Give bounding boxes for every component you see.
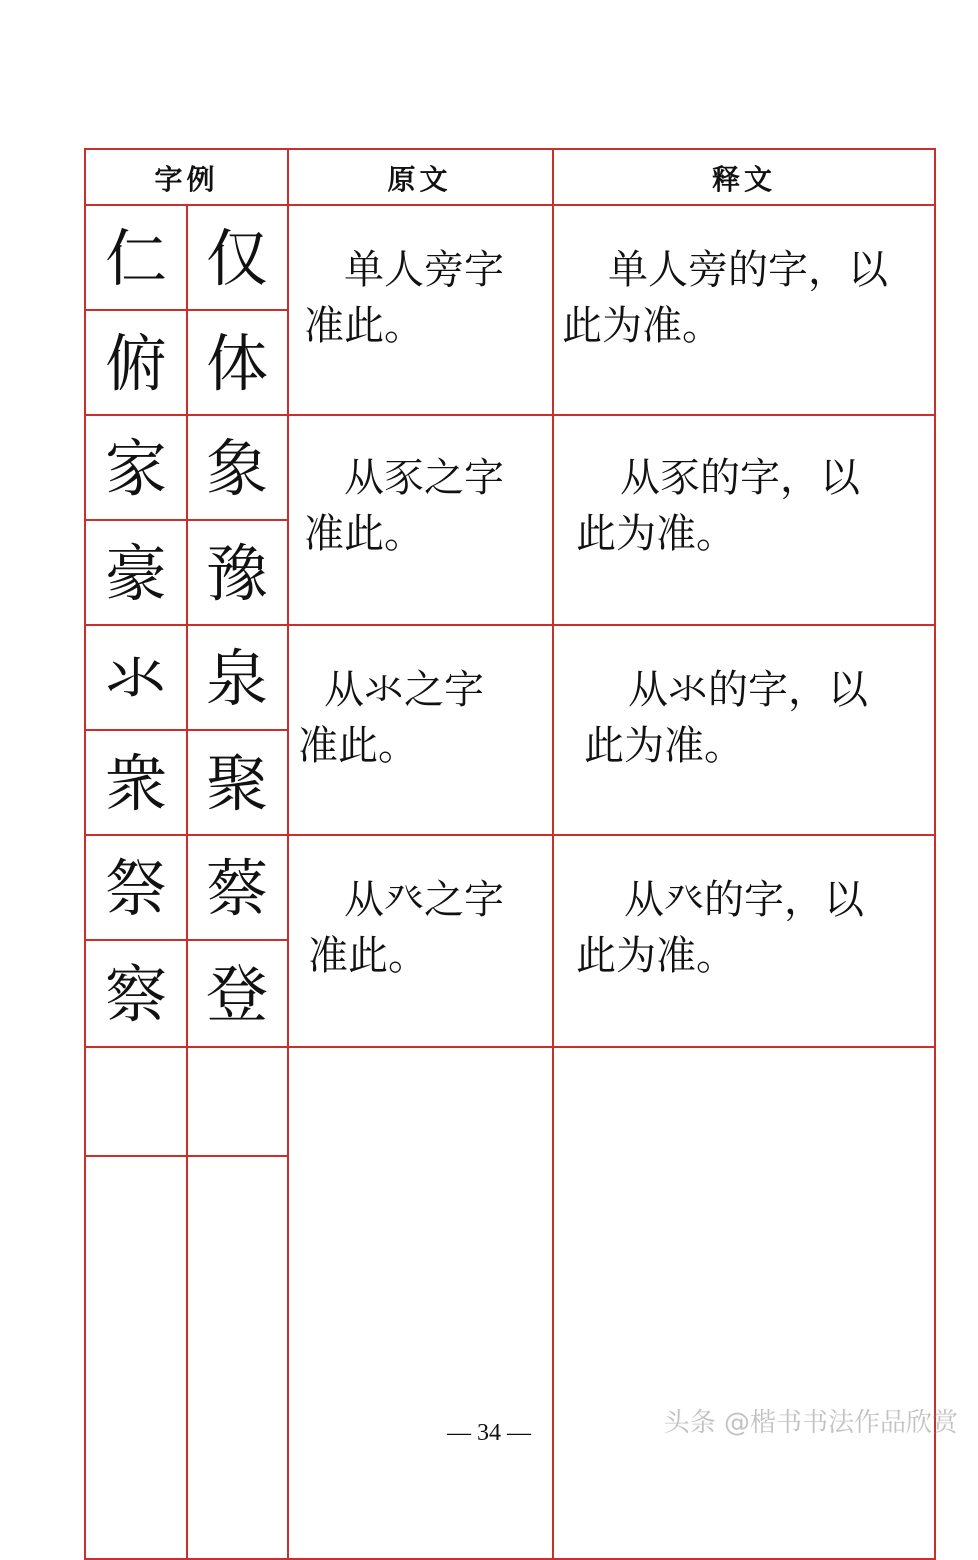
example-char: 仁 bbox=[104, 222, 167, 295]
example-char: 衆 bbox=[104, 747, 167, 820]
original-line: 从癶之字 bbox=[344, 877, 504, 923]
original-line: 准此。 bbox=[298, 723, 418, 769]
page-number: — 34 — bbox=[447, 1420, 531, 1446]
example-char: 登 bbox=[205, 958, 268, 1031]
original-text bbox=[308, 872, 550, 984]
example-char: 豪 bbox=[104, 537, 167, 610]
calligraphy-table bbox=[84, 148, 936, 1560]
example-char: 氺 bbox=[104, 642, 167, 715]
example-char: 家 bbox=[104, 432, 167, 505]
translation-line: 此为准。 bbox=[576, 511, 736, 557]
original-text bbox=[304, 242, 550, 354]
translation-line: 此为准。 bbox=[576, 933, 736, 979]
original-line: 从豕之字 bbox=[344, 455, 504, 501]
original-line: 从氺之字 bbox=[324, 667, 484, 713]
original-text bbox=[298, 662, 550, 774]
watermark: 头条 @楷书书法作品欣赏 bbox=[663, 1408, 958, 1438]
original-line: 单人旁字 bbox=[344, 247, 504, 293]
translation-line: 从癶的字，以 bbox=[624, 877, 864, 923]
example-char: 体 bbox=[205, 327, 268, 400]
example-char: 象 bbox=[205, 432, 268, 505]
example-char: 豫 bbox=[205, 537, 268, 610]
translation-line: 此为准。 bbox=[584, 723, 744, 769]
header-translation: 释文 bbox=[711, 162, 776, 196]
original-line: 准此。 bbox=[304, 303, 424, 349]
example-char: 俯 bbox=[104, 327, 167, 400]
divider-examples-original bbox=[287, 150, 289, 1558]
translation-line: 单人旁的字，以 bbox=[608, 247, 888, 293]
translation-text bbox=[576, 872, 932, 984]
divider-original-translation bbox=[552, 150, 554, 1558]
example-char: 察 bbox=[104, 958, 167, 1031]
original-text bbox=[304, 450, 550, 562]
row-divider bbox=[86, 1155, 287, 1157]
original-line: 准此。 bbox=[308, 933, 428, 979]
translation-text bbox=[576, 450, 932, 562]
translation-text bbox=[584, 662, 932, 774]
translation-text bbox=[562, 242, 932, 354]
header-original: 原文 bbox=[387, 162, 452, 196]
example-char: 仅 bbox=[205, 222, 268, 295]
translation-line: 此为准。 bbox=[562, 303, 722, 349]
example-char: 泉 bbox=[205, 642, 268, 715]
translation-line: 从氺的字，以 bbox=[628, 667, 868, 713]
example-char: 聚 bbox=[205, 747, 268, 820]
example-char: 祭 bbox=[104, 852, 167, 925]
translation-line: 从豕的字，以 bbox=[620, 455, 860, 501]
original-line: 准此。 bbox=[304, 511, 424, 557]
header-examples: 字例 bbox=[154, 162, 219, 196]
example-char: 蔡 bbox=[205, 852, 268, 925]
